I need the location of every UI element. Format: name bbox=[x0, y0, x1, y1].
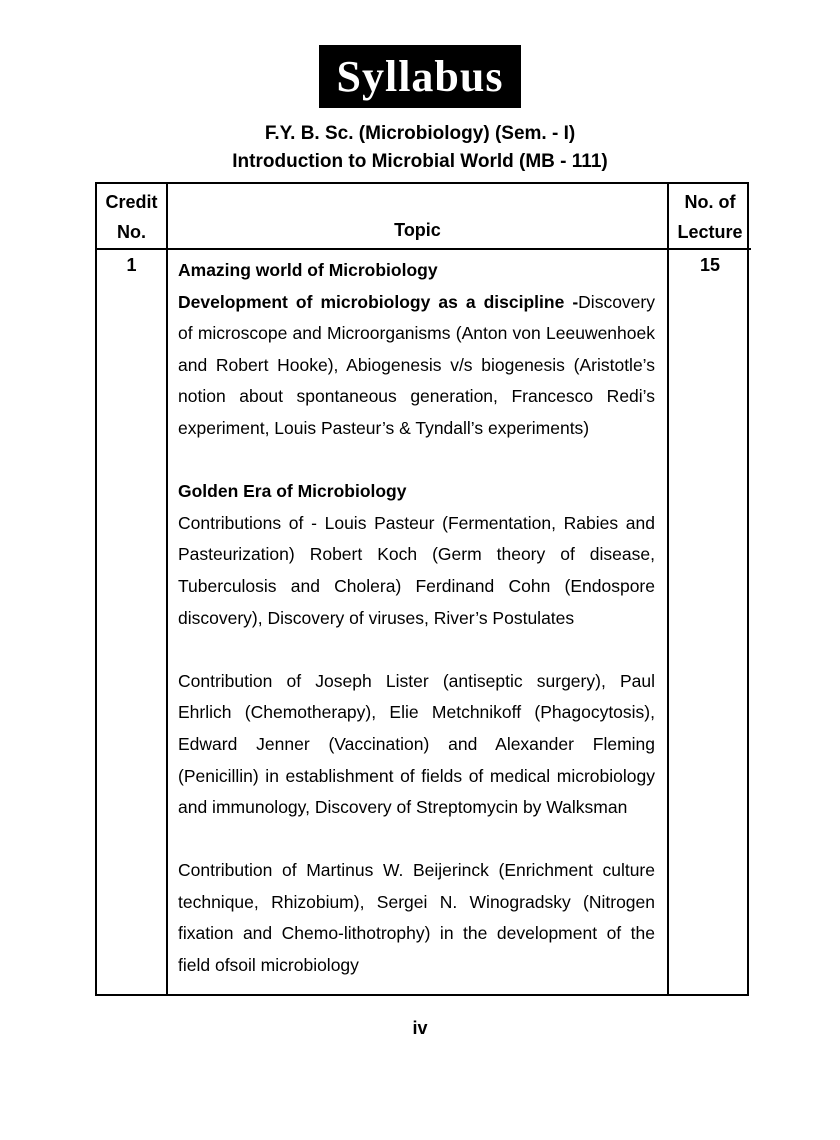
credit-number-cell bbox=[97, 250, 168, 994]
lecture-count-cell bbox=[669, 250, 751, 994]
document-headings bbox=[0, 120, 840, 176]
header-lectures-line2: Lecture bbox=[677, 222, 743, 242]
header-topic bbox=[168, 184, 669, 250]
syllabus-table bbox=[95, 182, 749, 996]
lecture-count: 15 bbox=[699, 255, 721, 275]
topic-paragraph-medical-microbiology: Contribution of Joseph Lister (antiseptic surgery), Paul Ehrlich (Chemotherapy), Elie Metchnikoff (Phagocytosis), Edward Jenner (Vaccination) and Alexander Fleming (Penicillin) in establishment of fields of medical microbiology and immunology, Discovery of Streptomycin by Walksman bbox=[178, 670, 655, 818]
topic-paragraph-golden-era: Contributions of - Louis Pasteur (Fermentation, Rabies and Pasteurization) Robert Koch (Germ theory of disease, Tuberculosis and Cholera) Ferdinand Cohn (Endospore discovery), Discovery of viruses, River’s Postulates bbox=[178, 512, 655, 628]
header-credit-line1: Credit bbox=[105, 192, 158, 212]
topic-heading-2-text: Golden Era of Microbiology bbox=[178, 481, 407, 502]
credit-number: 1 bbox=[126, 255, 137, 275]
header-lectures bbox=[669, 184, 751, 250]
header-credit-no bbox=[97, 184, 168, 250]
topic-paragraph-development-body: Discovery of microscope and Microorganisms (Anton von Leeuwenhoek and Robert Hooke), Abiogenesis v/s biogenesis (Aristotle’s notion about spontaneous generation, Francesco Redi’s experiment, Louis Pasteur’s & Tyndall’s experiments) bbox=[178, 291, 655, 438]
topic-cell bbox=[168, 250, 669, 994]
course-title: F.Y. B. Sc. (Microbiology) (Sem. - I) bbox=[264, 123, 576, 144]
topic-heading-2 bbox=[178, 476, 655, 508]
header-lectures-line1: No. of bbox=[684, 192, 736, 212]
page-number: iv bbox=[412, 1017, 428, 1038]
topic-paragraph-development bbox=[178, 287, 655, 445]
paragraph-spacer bbox=[178, 634, 655, 666]
paragraph-spacer bbox=[178, 824, 655, 856]
paragraph-spacer bbox=[178, 445, 655, 477]
header-topic-label: Topic bbox=[394, 220, 441, 240]
topic-paragraph-soil-microbiology: Contribution of Martinus W. Beijerinck (Enrichment culture technique, Rhizobium), Sergei N. Winogradsky (Nitrogen fixation and Chemo-lithotrophy) in the development of the field ofsoil microbiology bbox=[178, 860, 655, 976]
paper-title: Introduction to Microbial World (MB - 111) bbox=[232, 151, 608, 172]
syllabus-banner bbox=[319, 45, 521, 108]
topic-paragraph-development-lead: Development of microbiology as a discipline - bbox=[178, 291, 579, 312]
header-credit-line2: No. bbox=[117, 222, 146, 242]
topic-heading-1-text: Amazing world of Microbiology bbox=[178, 260, 438, 280]
topic-heading-1 bbox=[178, 255, 655, 287]
banner-title: Syllabus bbox=[336, 52, 504, 101]
